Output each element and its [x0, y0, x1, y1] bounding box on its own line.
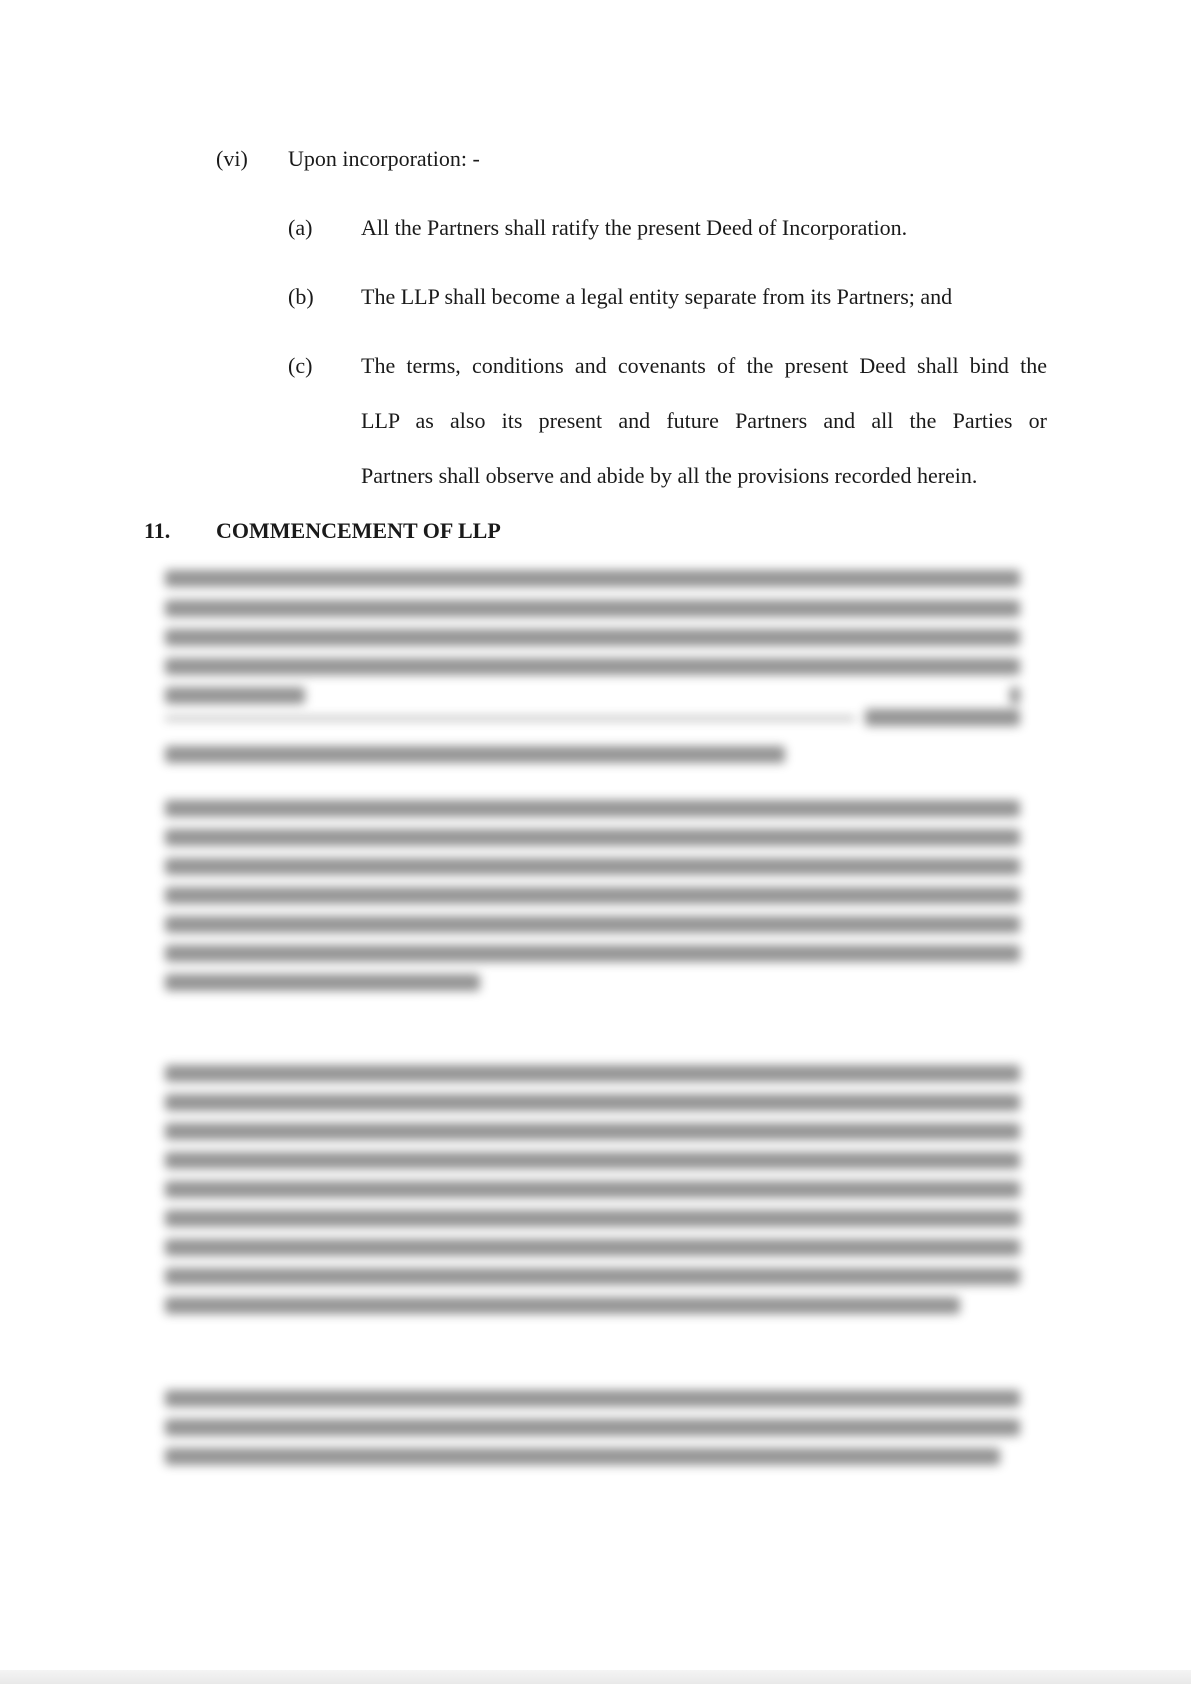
sub-item-a-text: All the Partners shall ratify the present Deed of Incorporation. [361, 215, 908, 240]
sub-item-c-marker: (c) [288, 353, 313, 378]
section-number: 11. [144, 518, 171, 543]
sub-item-b-marker: (b) [288, 284, 314, 309]
sub-item-c-line-3: Partners shall observe and abide by all the provisions recorded herein. [361, 463, 978, 488]
clause-vi-text: Upon incorporation: - [288, 146, 480, 171]
blurred-paragraph-2 [165, 795, 1020, 1005]
blurred-paragraph-3 [165, 1060, 1020, 1330]
section-title: COMMENCEMENT OF LLP [216, 518, 501, 543]
sub-item-c-line-2: LLP as also its present and future Partners and all the Parties or [361, 408, 1047, 433]
page-bottom-edge [0, 1670, 1191, 1684]
blurred-paragraph-1 [165, 565, 1020, 765]
sub-item-c-line-1: The terms, conditions and covenants of the present Deed shall bind the [361, 353, 1047, 378]
sub-item-a-marker: (a) [288, 215, 313, 240]
clause-vi-marker: (vi) [216, 146, 248, 171]
blurred-paragraph-4 [165, 1385, 1020, 1485]
sub-item-b-text: The LLP shall become a legal entity separate from its Partners; and [361, 284, 953, 309]
